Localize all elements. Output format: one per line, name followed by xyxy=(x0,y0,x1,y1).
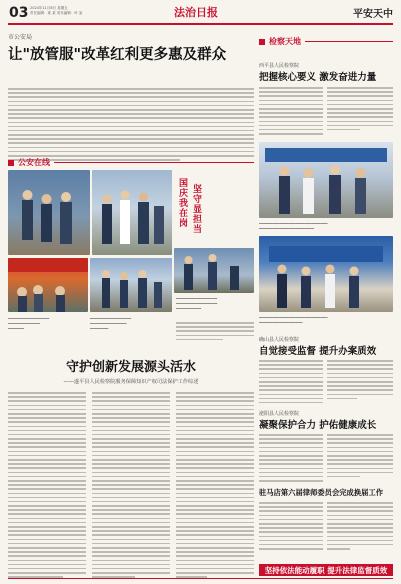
article-3-headline: 凝聚保护合力 护佑健康成长 xyxy=(259,420,377,431)
date-line xyxy=(30,6,140,16)
bottom-article-header xyxy=(8,356,254,385)
masthead xyxy=(0,0,401,28)
photo-feature-title-1: 国庆我在岗 xyxy=(177,178,187,228)
right-article-2-header xyxy=(259,336,393,357)
article-2-col-1 xyxy=(259,360,323,406)
bottom-headline: 守护创新发展源头活水 xyxy=(65,360,196,375)
lead-article xyxy=(8,32,254,64)
right-article-4-header xyxy=(259,488,393,498)
caption-photo-middle: ━━━━━━━━━━━━━━━━━━ ━━━━━━━━━━━━━━━━ ━━━━━━━━ xyxy=(90,316,132,331)
photo-police-patrol xyxy=(92,170,172,255)
page-number: 03 xyxy=(9,5,29,21)
photo-traffic-duty xyxy=(174,248,254,293)
article-3-col-2 xyxy=(327,434,393,480)
article-4-col-1 xyxy=(259,502,323,552)
section-label: 检察天地 xyxy=(269,37,301,46)
article-3-col-1 xyxy=(259,434,323,484)
right-article-3-header xyxy=(259,410,393,431)
section-marker-icon xyxy=(8,160,14,166)
article-1-col-2 xyxy=(327,87,393,133)
section-label: 公安在线 xyxy=(18,158,50,167)
section-bar-procuratorate xyxy=(259,36,393,47)
article-2-headline: 自觉接受监督 提升办案质效 xyxy=(259,346,377,357)
article-4-col-2 xyxy=(327,502,393,552)
date-line-2: 责任编辑：姜 某 美术编辑：叶 某 xyxy=(30,11,83,15)
article-2-col-2 xyxy=(327,360,393,402)
article-4-headline: 驻马店第六届律师委员会完成换届工作 xyxy=(259,488,384,497)
bottom-subhead: ——遂平县人民检察院服务保障知识产权司法保护工作综述 xyxy=(63,379,199,385)
bottom-body-col-1 xyxy=(8,392,86,580)
section-title: 平安天中 xyxy=(353,9,393,20)
lead-body-text xyxy=(8,88,254,163)
slogan-band: 坚持依法能动履职 提升法律监督质效 xyxy=(259,564,393,576)
lead-kicker: 市公安局 xyxy=(8,34,33,41)
right-article-1-header xyxy=(259,62,393,83)
article-1-kicker: 西平县人民检察院 xyxy=(259,63,300,69)
photo-feature-title-2: 坚守显担当 xyxy=(191,184,201,234)
caption-photo-right: ━━━━━━━━━━━━━━━━━━ ━━━━━━━━━━━━━━━━━━ ━━━━━━━━━━━ xyxy=(176,296,218,311)
photo-procuratorate-event xyxy=(259,236,393,312)
caption-procuratorate-1: ━━━━━━━━━━━━━━━━━━━━━━━━━━━━━━ ━━━━━━━━━━━━━━━━━━━━━━━━ xyxy=(259,221,328,231)
date-line-1: 2024年11月8日 星期五 xyxy=(30,6,68,10)
lead-headline: 让"放管服"改革红利更多惠及群众 xyxy=(8,46,227,63)
newspaper-logo: 法治日报 xyxy=(174,6,218,19)
photo-festival-crowd xyxy=(8,258,88,312)
bottom-body-col-3 xyxy=(176,392,254,580)
caption-procuratorate-2: ━━━━━━━━━━━━━━━━━━━━━━━━━━━━━━ ━━━━━━━━━━━━━━━━━━━ xyxy=(259,315,328,325)
article-2-kicker: 确山县人民检察院 xyxy=(259,337,300,343)
article-1-headline: 把握核心要义 激发奋进力量 xyxy=(259,72,377,83)
article-3-kicker: 泌阳县人民检察院 xyxy=(259,411,300,417)
photo-procuratorate-outreach xyxy=(259,142,393,218)
article-1-col-1 xyxy=(259,87,323,137)
bottom-body-col-2 xyxy=(92,392,170,580)
caption-photo-left: ━━━━━━━━━━━━━━━━━━ ━━━━━━━━━━━━━━ ━━━━━━━ xyxy=(8,316,50,331)
section-bar-public-security xyxy=(8,157,254,168)
footer-rule xyxy=(8,578,393,579)
section-marker-icon xyxy=(259,39,265,45)
photo-police-inspection xyxy=(8,170,90,255)
header-rule xyxy=(8,23,393,25)
feature-intro-text xyxy=(176,322,254,343)
photo-community-patrol xyxy=(90,258,172,312)
